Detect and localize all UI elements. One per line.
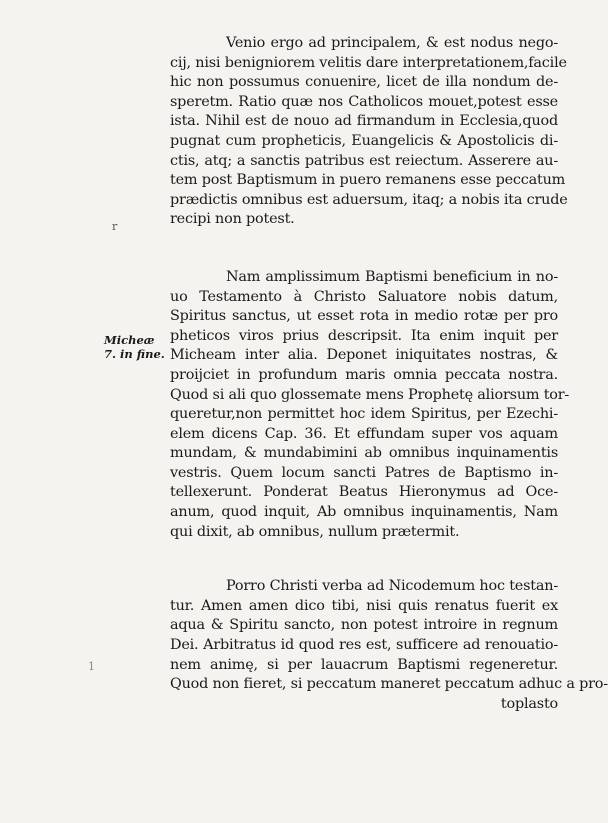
catchword: toplasto [500,695,558,712]
text-line: Porro Christi verba ad Nicodemum hoc testan- [226,578,558,595]
paragraph-spacer [170,542,558,577]
main-text-block [170,34,608,714]
text-line: speretm. Ratio quæ nos Catholicos mouet,potest esse [170,93,558,110]
text-line: Quod non fieret, si peccatum maneret peccatum adhuc a pro- [170,676,608,693]
text-line: anum, quod inquit, Ab omnibus inquinamentis, Nam [170,504,558,521]
text-line: prædictis omnibus est aduersum, itaq; a nobis ita crude [170,191,568,208]
text-line: proijciet in profundum maris omnia peccata nostra. [170,366,558,383]
text-line: Nam amplissimum Baptismi beneficium in no- [226,268,558,285]
text-line: Venio ergo ad principalem, & est nodus nego- [226,35,558,51]
text-line: cij, nisi benigniorem velitis dare interpretationem,facile [170,54,567,71]
stray-ink-mark: r [112,220,118,233]
marginal-note [104,333,164,361]
text-line: recipi non potest. [170,211,295,228]
text-line: queretur,non permittet hoc idem Spiritus, per Ezechi- [170,406,558,423]
text-line: hic non possumus conuenire, licet de illa nondum de- [170,74,558,91]
paragraph-1 [170,34,568,230]
text-line: Micheam inter alia. Deponet iniquitates nostras, & [170,347,558,364]
text-line: uo Testamento à Christo Saluatore nobis datum, [170,288,558,305]
text-line: tem post Baptismum in puero remanens esse peccatum [170,172,566,189]
text-line: mundam, & mundabimini ab omnibus inquinamentis [170,445,558,462]
text-line: elem dicens Cap. 36. Et effundam super vos aquam [170,425,558,442]
text-line: aqua & Spiritu sancto, non potest introire in regnum [170,617,558,634]
text-line: Spiritus sanctus, ut esset rota in medio rotæ per pro [170,308,558,325]
text-line: vestris. Quem locum sancti Patres de Baptismo in- [170,464,558,481]
text-line: qui dixit, ab omnibus, nullum prætermit. [170,523,460,540]
paragraph-3 [170,577,608,714]
text-line: ista. Nihil est de nouo ad firmandum in Ecclesia,quod [170,113,558,130]
marginal-note-line: 7. in fine. [104,347,165,361]
text-line: tur. Amen amen dico tibi, nisi quis renatus fuerit ex [170,597,558,614]
text-line: nem animę, si per lauacrum Baptismi regeneretur. [170,656,558,673]
paragraph-spacer [170,230,558,268]
text-line: pugnat cum propheticis, Euangelicis & Apostolicis di- [170,132,558,149]
text-line: tellexerunt. Ponderat Beatus Hieronymus ad Oce- [170,484,558,501]
text-line: Dei. Arbitratus id quod res est, sufficere ad renouatio- [170,637,558,654]
text-line: Quod si ali quo glossemate mens Prophetę aliorsum tor- [170,386,570,403]
paragraph-2 [170,268,570,542]
stray-ink-mark: 1 [88,660,95,673]
text-line: ctis, atq; a sanctis patribus est reiectum. Asserere au- [170,152,558,169]
text-line: pheticos viros prius descripsit. Ita enim inquit per [170,327,558,344]
marginal-note-line: Micheæ [104,333,155,347]
